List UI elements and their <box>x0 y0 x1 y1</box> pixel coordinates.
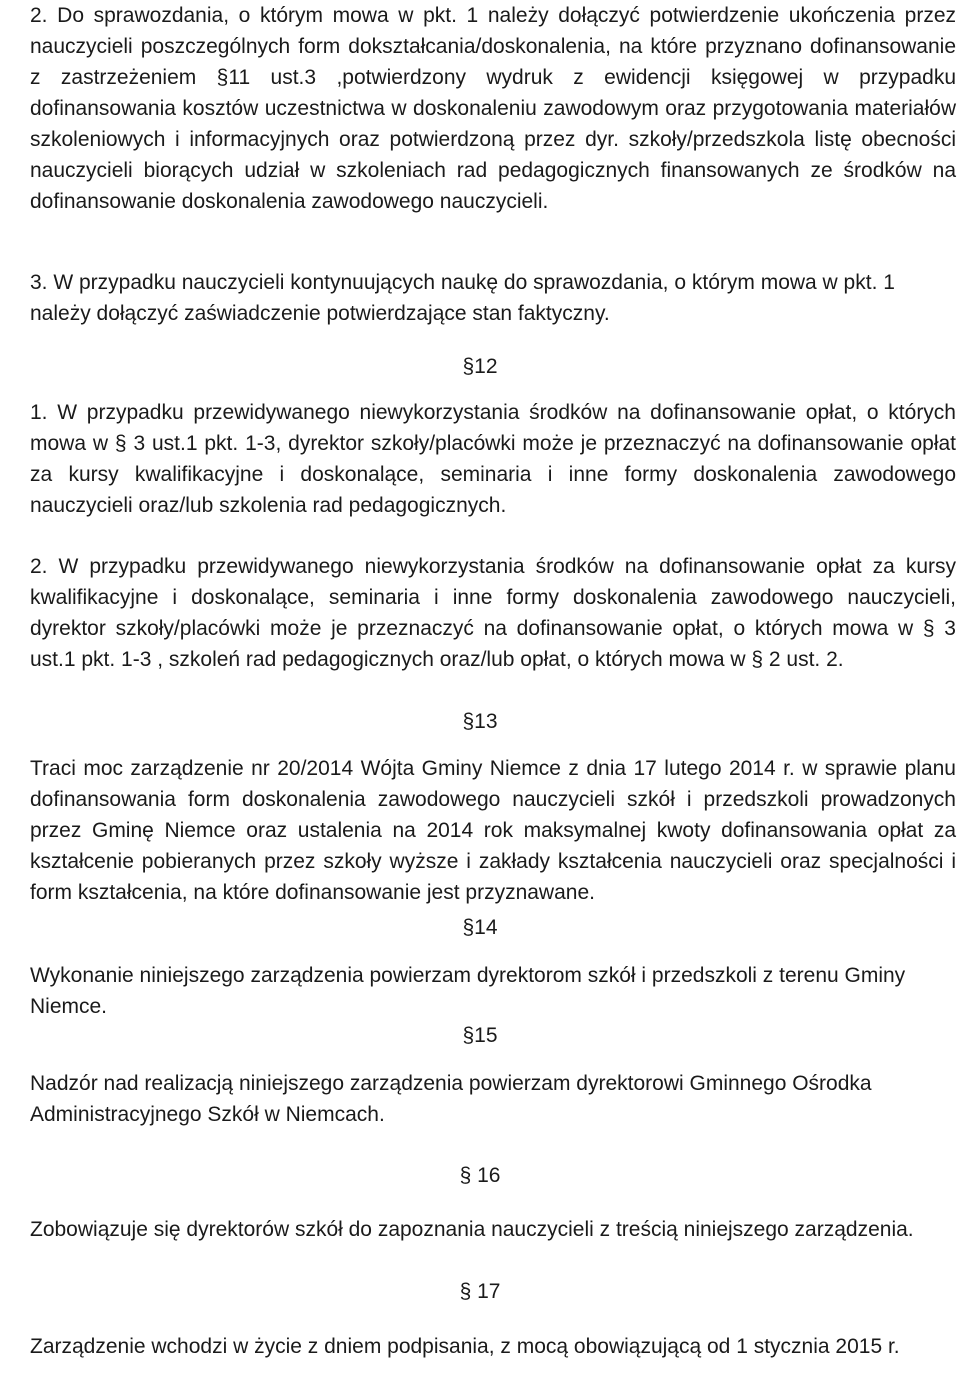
section-heading-15: §15 <box>462 1024 498 1047</box>
paragraph-15: Nadzór nad realizacją niniejszego zarządzenia powierzam dyrektorowi Gminnego Ośrodka Administracyjnego Szkół w Niemcach. <box>30 1072 872 1126</box>
paragraph-3-continuing-education: 3. W przypadku nauczycieli kontynuujących naukę do sprawozdania, o którym mowa w pkt. 1 należy dołączyć zaświadczenie potwierdzające stan faktyczny. <box>30 271 895 325</box>
section-heading-12: §12 <box>462 355 498 378</box>
section-heading-16: § 16 <box>459 1164 501 1187</box>
section-heading-13: §13 <box>462 710 498 733</box>
paragraph-12-1: 1. W przypadku przewidywanego niewykorzystania środków na dofinansowanie opłat, o których mowa w § 3 ust.1 pkt. 1-3, dyrektor szkoły/placówki może je przeznaczyć na dofinansowanie opłat za kursy kwalifikacyjne i doskonalące, seminaria i inne formy doskonalenia zawodowego nauczycieli oraz/lub szkolenia rad pedagogicznych. <box>30 401 956 517</box>
paragraph-16: Zobowiązuje się dyrektorów szkół do zapoznania nauczycieli z treścią niniejszego zarządzenia. <box>30 1218 914 1241</box>
paragraph-13: Traci moc zarządzenie nr 20/2014 Wójta Gminy Niemce z dnia 17 lutego 2014 r. w sprawie planu dofinansowania form doskonalenia zawodowego nauczycieli szkół i przedszkoli prowadzonych przez Gminę Niemce oraz ustalenia na 2014 rok maksymalnej kwoty dofinansowania opłat za kształcenie pobieranych przez szkoły wyższe i zakłady kształcenia nauczycieli oraz specjalności i form kształcenia, na które dofinansowanie jest przyznawane. <box>30 757 956 904</box>
section-heading-17: § 17 <box>459 1280 501 1303</box>
section-heading-14: §14 <box>462 916 498 939</box>
paragraph-17: Zarządzenie wchodzi w życie z dniem podpisania, z mocą obowiązującą od 1 stycznia 2015 r. <box>30 1335 900 1358</box>
paragraph-2-report-attachments: 2. Do sprawozdania, o którym mowa w pkt. 1 należy dołączyć potwierdzenie ukończenia przez nauczycieli poszczególnych form dokształcania/doskonalenia, na które przyznano dofinansowanie z zastrzeżeniem §11 ust.3 ,potwierdzony wydruk z ewidencji księgowej w przypadku dofinansowania kosztów uczestnictwa w doskonaleniu zawodowym oraz przygotowania materiałów szkoleniowych i informacyjnych oraz potwierdzoną przez dyr. szkoły/przedszkola listę obecności nauczycieli biorących udział w szkoleniach rad pedagogicznych finansowanych ze środków na dofinansowanie doskonalenia zawodowego nauczycieli. <box>30 4 956 213</box>
paragraph-14: Wykonanie niniejszego zarządzenia powierzam dyrektorom szkół i przedszkoli z terenu Gminy Niemce. <box>30 964 906 1018</box>
paragraph-12-2: 2. W przypadku przewidywanego niewykorzystania środków na dofinansowanie opłat za kursy kwalifikacyjne i doskonalące, seminaria i inne formy doskonalenia zawodowego nauczycieli, dyrektor szkoły/placówki może je przeznaczyć na dofinansowanie opłat, o których mowa w § 3 ust.1 pkt. 1-3 , szkoleń rad pedagogicznych oraz/lub opłat, o których mowa w § 2 ust. 2. <box>30 555 956 671</box>
